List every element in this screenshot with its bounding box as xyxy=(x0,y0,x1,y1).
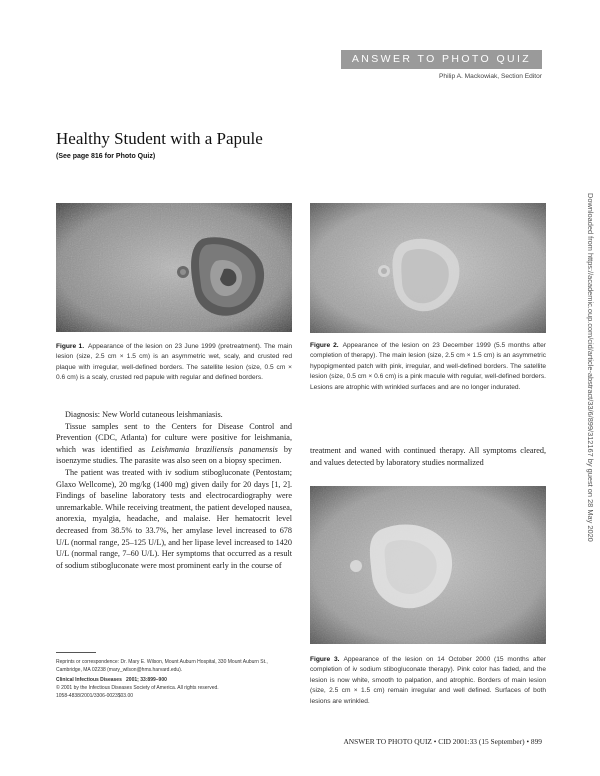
figure-1-caption-text: Appearance of the lesion on 23 June 1999 (pretreatment). The main lesion (size, 2.5 cm × 1.5 cm) is an asymmetric wet, scaly, and crusted red plaque with irregular, well-defined borders. The satellite lesion (size, 0.5 cm × 0.6 cm) is a scaly, crusted red papule with regular and defined borders. xyxy=(56,343,292,382)
copyright-note: © 2001 by the Infectious Diseases Society of America. All rights reserved. xyxy=(56,685,219,691)
body-left-column xyxy=(56,409,292,571)
journal-citation xyxy=(56,676,292,684)
figure-2-photo xyxy=(310,203,546,333)
article-subtitle: (See page 816 for Photo Quiz) xyxy=(56,153,156,160)
body-right-column xyxy=(310,445,546,468)
figure-2-label: Figure 2. xyxy=(310,342,339,349)
figure-1-label: Figure 1. xyxy=(56,343,85,350)
figure-3-caption xyxy=(310,655,546,707)
journal-volume: 2001; 33:899–900 xyxy=(126,677,167,683)
species-name: Leishmania braziliensis panamensis xyxy=(151,444,278,454)
issn-note: 1058-4838/2001/3306-0023$03.00 xyxy=(56,693,134,699)
figure-2-caption-text: Appearance of the lesion on 23 December 1999 (5.5 months after completion of therapy). The main lesion (size, 2.5 cm × 1.5 cm) is an asymmetric hypopigmented patch with pink, irregular, and well-defined borders. The satellite lesion (size, 0.5 cm × 0.6 cm) is a pink macule with regular, well-defined borders. Lesions are atrophic with wrinkled surfaces and are no longer indurated. xyxy=(310,342,546,391)
section-banner: ANSWER TO PHOTO QUIZ xyxy=(341,50,542,69)
figure-3-caption-text: Appearance of the lesion on 14 October 2000 (15 months after completion of iv sodium stibogluconate therapy). Pink color has faded, and the lesion is now white, smooth to palpation, and atrophic. Borders of main lesion (size, 2.5 cm × 1.5 cm) remain irregular and well defined. Surfaces of both lesions are wrinkled. xyxy=(310,656,546,705)
figure-1-caption xyxy=(56,342,292,384)
culture-text-a: Tissue samples sent to the Centers for Disease Control and Prevention (CDC, Atlanta) for culture were positive for leishmania, which was identified as xyxy=(56,421,292,454)
figure-3-photo xyxy=(310,486,546,644)
culture-text-b: by isoenzyme studies. The parasite was also seen on a biopsy specimen. xyxy=(56,444,293,466)
section-editor: Philip A. Mackowiak, Section Editor xyxy=(439,73,542,80)
page-footer: ANSWER TO PHOTO QUIZ • CID 2001:33 (15 September) • 899 xyxy=(343,737,542,746)
journal-name: Clinical Infectious Diseases xyxy=(56,677,122,683)
footnote-divider xyxy=(56,652,96,653)
footnotes xyxy=(56,658,292,700)
treatment-paragraph: The patient was treated with iv sodium stibogluconate (Pentostam; Glaxo Wellcome), 20 mg/kg (1400 mg) given daily for 20 days [1, 2]. Findings of baseline laboratory tests and electrocardiography were unremarkable. While receiving treatment, the patient developed nausea, anorexia, myalgia, headache, and malaise. Her hematocrit level decreased from 38.5% to 33.7%, her amylase level increased to 678 U/L (normal range, 25–125 U/L), and her lipase level increased to 1420 U/L (normal range, 7–60 U/L). Her symptoms that occurred as a result of sodium stibogluconate were most prominent early in the course of xyxy=(56,467,292,570)
diagnosis-paragraph: Diagnosis: New World cutaneous leishmaniasis. xyxy=(65,410,223,419)
download-notice[interactable]: Downloaded from https://academic.oup.com/cid/article-abstract/33/6/899/312167 by guest on 28 May 2020 xyxy=(586,193,595,542)
culture-paragraph xyxy=(56,421,292,467)
continued-paragraph: treatment and waned with continued therapy. All symptoms cleared, and values detected by laboratory studies normalized xyxy=(310,446,546,467)
reprints-note: Reprints or correspondence: Dr. Mary E. Wilson, Mount Auburn Hospital, 330 Mount Auburn St., Cambridge, MA 02238 (mary_wilson@hms.harvard.edu). xyxy=(56,659,268,673)
figure-2-caption xyxy=(310,341,546,393)
article-title: Healthy Student with a Papule xyxy=(56,129,263,148)
figure-1-photo xyxy=(56,203,292,332)
figure-3-label: Figure 3. xyxy=(310,656,340,663)
